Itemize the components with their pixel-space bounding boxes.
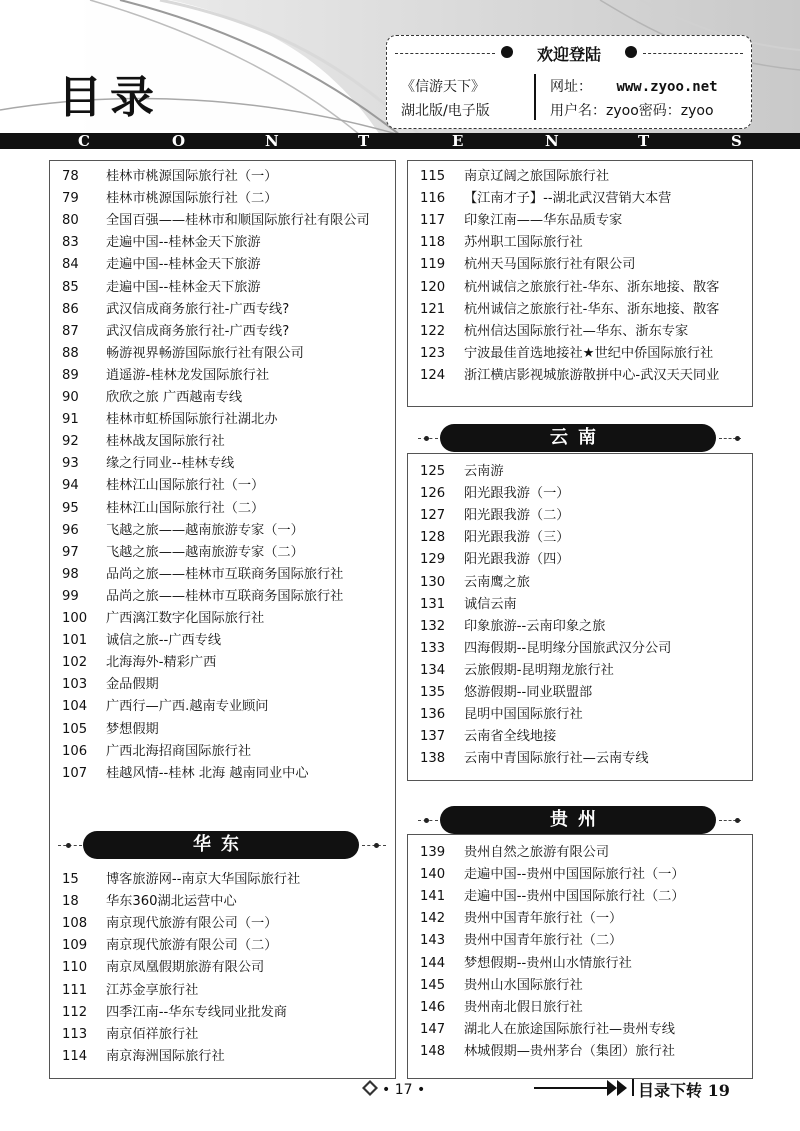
toc-title: 桂林市桃源国际旅行社（二） bbox=[106, 191, 278, 207]
toc-page-number: 108 bbox=[62, 916, 88, 932]
toc-page-number: 124 bbox=[420, 367, 446, 383]
toc-title: 南京现代旅游有限公司（二） bbox=[106, 938, 278, 954]
toc-entry[interactable] bbox=[62, 698, 268, 716]
toc-entry[interactable] bbox=[420, 507, 570, 525]
dot-icon bbox=[735, 436, 740, 441]
toc-page-number: 118 bbox=[420, 235, 446, 251]
section-header-guizhou: 贵州 bbox=[440, 806, 716, 834]
toc-title: 云南中青国际旅行社—云南专线 bbox=[464, 751, 649, 767]
toc-entry[interactable] bbox=[62, 1048, 225, 1066]
toc-entry[interactable] bbox=[62, 367, 269, 385]
toc-title: 桂林江山国际旅行社（一） bbox=[106, 478, 265, 494]
toc-page-number: 119 bbox=[420, 257, 446, 273]
toc-page-number: 107 bbox=[62, 765, 88, 781]
toc-entry[interactable] bbox=[420, 640, 671, 658]
toc-title: 广西漓江数字化国际旅行社 bbox=[106, 611, 265, 626]
toc-title: 阳光跟我游（三） bbox=[464, 530, 570, 546]
toc-page-number: 128 bbox=[420, 530, 446, 546]
toc-title: 苏州职工国际旅行社 bbox=[464, 235, 583, 251]
toc-page-number: 144 bbox=[420, 955, 446, 971]
toc-entry[interactable] bbox=[62, 676, 159, 694]
toc-entry[interactable] bbox=[420, 168, 609, 186]
toc-title: 走遍中国--贵州中国国际旅行社（一） bbox=[464, 867, 685, 883]
toc-page-number: 129 bbox=[420, 552, 446, 568]
toc-page-number: 143 bbox=[420, 933, 446, 949]
toc-page-number: 113 bbox=[62, 1026, 88, 1042]
toc-title: 云南省全线地接 bbox=[464, 729, 557, 745]
toc-entry[interactable] bbox=[420, 551, 570, 569]
toc-page-number: 99 bbox=[62, 588, 79, 604]
toc-entry[interactable] bbox=[62, 743, 251, 761]
toc-entry[interactable] bbox=[420, 574, 530, 592]
dot-icon bbox=[424, 436, 429, 441]
toc-page-number: 88 bbox=[62, 345, 79, 361]
toc-page-number: 146 bbox=[420, 999, 446, 1015]
dashed-rule bbox=[643, 53, 743, 54]
toc-page-number: 134 bbox=[420, 662, 446, 678]
toc-title: 畅游视界畅游国际旅行社有限公司 bbox=[106, 345, 304, 361]
welcome-box bbox=[386, 35, 752, 129]
toc-title: 江苏金享旅行社 bbox=[106, 982, 199, 998]
toc-page-number: 105 bbox=[62, 721, 88, 737]
toc-title: 云南游 bbox=[464, 464, 504, 479]
toc-entry[interactable] bbox=[420, 463, 504, 481]
page-number bbox=[382, 1082, 425, 1098]
page-title: 目录 bbox=[58, 72, 162, 123]
welcome-title-row bbox=[387, 42, 751, 65]
toc-title: 品尚之旅——桂林市互联商务国际旅行社 bbox=[106, 588, 344, 604]
toc-title: 走遍中国--桂林金天下旅游 bbox=[106, 279, 261, 295]
toc-title: 南京现代旅游有限公司（一） bbox=[106, 916, 278, 932]
toc-entry[interactable] bbox=[420, 910, 622, 928]
bullet-icon bbox=[501, 46, 513, 58]
toc-entry[interactable] bbox=[62, 389, 242, 407]
divider bbox=[632, 1079, 634, 1096]
bullet-icon bbox=[625, 46, 637, 58]
toc-title: 欣欣之旅 广西越南专线 bbox=[106, 390, 243, 405]
toc-title: 桂林战友国际旅行社 bbox=[106, 434, 225, 450]
toc-page-number: 101 bbox=[62, 633, 88, 649]
toc-title: 华东360湖北运营中心 bbox=[106, 894, 237, 910]
toc-page-number: 136 bbox=[420, 707, 446, 723]
toc-page-number: 137 bbox=[420, 729, 446, 745]
toc-page-number: 140 bbox=[420, 867, 446, 883]
toc-page-number: 120 bbox=[420, 279, 446, 295]
toc-entry[interactable] bbox=[62, 765, 309, 783]
toc-page-number: 147 bbox=[420, 1021, 446, 1037]
toc-page-number: 78 bbox=[62, 169, 79, 184]
toc-page-number: 138 bbox=[420, 751, 446, 767]
toc-page-number: 148 bbox=[420, 1043, 446, 1059]
toc-page-number: 15 bbox=[62, 872, 79, 887]
section-header-yunnan: 云南 bbox=[440, 424, 716, 452]
toc-title: 贵州自然之旅游有限公司 bbox=[464, 845, 610, 860]
toc-entry[interactable] bbox=[62, 871, 300, 889]
toc-page-number: 139 bbox=[420, 845, 446, 860]
toc-title: 逍遥游-桂林龙发国际旅行社 bbox=[106, 367, 270, 383]
toc-entry[interactable] bbox=[420, 618, 605, 636]
toc-title: 走遍中国--桂林金天下旅游 bbox=[106, 235, 261, 251]
toc-title: 武汉信成商务旅行社-广西专线? bbox=[106, 323, 290, 339]
next-page-link[interactable]: 目录下转 19 bbox=[638, 1081, 730, 1100]
toc-page-number: 121 bbox=[420, 301, 446, 317]
toc-page-number: 85 bbox=[62, 279, 79, 295]
toc-title: 印象江南——华东品质专家 bbox=[464, 213, 623, 229]
toc-entry[interactable] bbox=[62, 654, 216, 672]
toc-entry[interactable] bbox=[420, 888, 685, 906]
toc-title: 贵州山水国际旅行社 bbox=[464, 977, 583, 993]
page-number-text: • 17 • bbox=[382, 1082, 426, 1098]
toc-page-number: 126 bbox=[420, 486, 446, 502]
toc-page-number: 91 bbox=[62, 412, 79, 428]
toc-title: 云旅假期-昆明翔龙旅行社 bbox=[464, 662, 614, 678]
toc-entry[interactable] bbox=[62, 1026, 198, 1044]
toc-entry[interactable] bbox=[420, 234, 583, 252]
toc-page-number: 111 bbox=[62, 982, 88, 998]
toc-page-number: 110 bbox=[62, 960, 88, 976]
toc-entry[interactable] bbox=[62, 212, 370, 230]
toc-page-number: 18 bbox=[62, 894, 79, 910]
arrow-line bbox=[534, 1087, 608, 1089]
toc-title: 浙江横店影视城旅游散拼中心-武汉天天同业 bbox=[464, 367, 720, 383]
toc-title: 杭州诚信之旅旅行社-华东、浙东地接、散客 bbox=[464, 279, 720, 295]
toc-title: 桂越风情--桂林 北海 越南同业中心 bbox=[106, 765, 309, 781]
toc-title: 南京佰祥旅行社 bbox=[106, 1026, 199, 1042]
toc-entry[interactable] bbox=[62, 256, 261, 274]
toc-title: 宁波最佳首选地接社★世纪中侨国际旅行社 bbox=[464, 345, 714, 361]
toc-title: 北海海外-精彩广西 bbox=[106, 655, 217, 671]
toc-entry[interactable] bbox=[62, 610, 264, 628]
toc-title: 广西行—广西.越南专业顾问 bbox=[106, 699, 269, 715]
toc-title: 武汉信成商务旅行社-广西专线? bbox=[106, 301, 290, 317]
toc-title: 四季江南--华东专线同业批发商 bbox=[106, 1004, 287, 1020]
toc-entry[interactable] bbox=[62, 345, 304, 363]
toc-title: 走遍中国--桂林金天下旅游 bbox=[106, 257, 261, 273]
toc-title: 桂林市桃源国际旅行社（一） bbox=[106, 169, 278, 184]
toc-title: 阳光跟我游（四） bbox=[464, 552, 570, 568]
toc-page-number: 104 bbox=[62, 699, 88, 715]
toc-page-number: 102 bbox=[62, 655, 88, 671]
toc-entry[interactable] bbox=[62, 632, 221, 650]
toc-title: 昆明中国国际旅行社 bbox=[464, 707, 583, 723]
toc-page-number: 95 bbox=[62, 500, 79, 516]
toc-entry[interactable] bbox=[62, 279, 261, 297]
toc-title: 博客旅游网--南京大华国际旅行社 bbox=[106, 872, 301, 887]
toc-entry[interactable] bbox=[62, 893, 237, 911]
toc-entry[interactable] bbox=[420, 301, 719, 319]
toc-entry[interactable] bbox=[62, 982, 198, 1000]
toc-entry[interactable] bbox=[62, 959, 264, 977]
welcome-title: 欢迎登陆 bbox=[536, 45, 601, 64]
toc-page-number: 133 bbox=[420, 640, 446, 656]
toc-title: 广西北海招商国际旅行社 bbox=[106, 743, 252, 759]
toc-page-number: 89 bbox=[62, 367, 79, 383]
toc-title: 全国百强——桂林市和顺国际旅行社有限公司 bbox=[106, 213, 370, 229]
page-emblem-icon bbox=[362, 1080, 378, 1096]
toc-entry[interactable] bbox=[420, 1021, 675, 1039]
toc-title: 贵州中国青年旅行社（一） bbox=[464, 911, 623, 927]
toc-page-number: 103 bbox=[62, 677, 88, 693]
toc-entry[interactable] bbox=[420, 596, 517, 614]
toc-title: 桂林市虹桥国际旅行社湖北办 bbox=[106, 412, 278, 428]
toc-page-number: 117 bbox=[420, 213, 446, 229]
toc-page-number: 83 bbox=[62, 235, 79, 251]
toc-entry[interactable] bbox=[420, 345, 713, 363]
magazine-name: 《信游天下》 bbox=[401, 79, 485, 95]
toc-page-number: 125 bbox=[420, 464, 446, 479]
toc-page-number: 97 bbox=[62, 544, 79, 560]
toc-entry[interactable] bbox=[420, 750, 649, 768]
toc-page-number: 115 bbox=[420, 169, 446, 184]
toc-entry[interactable] bbox=[420, 212, 622, 230]
arrow-right-icon bbox=[617, 1080, 627, 1096]
toc-page-number: 116 bbox=[420, 191, 446, 207]
toc-entry[interactable] bbox=[420, 844, 609, 862]
toc-title: 南京海洲国际旅行社 bbox=[106, 1048, 225, 1064]
toc-page-number: 90 bbox=[62, 390, 79, 405]
toc-entry[interactable] bbox=[420, 279, 719, 297]
toc-title: 印象旅游--云南印象之旅 bbox=[464, 618, 606, 634]
toc-title: 南京辽阔之旅国际旅行社 bbox=[464, 169, 610, 184]
toc-page-number: 122 bbox=[420, 323, 446, 339]
site-row bbox=[550, 76, 718, 96]
toc-title: 品尚之旅——桂林市互联商务国际旅行社 bbox=[106, 566, 344, 582]
toc-page-number: 145 bbox=[420, 977, 446, 993]
toc-entry[interactable] bbox=[62, 522, 304, 540]
toc-title: 飞越之旅——越南旅游专家（二） bbox=[106, 544, 304, 560]
toc-page-number: 84 bbox=[62, 257, 79, 273]
toc-entry[interactable] bbox=[420, 662, 614, 680]
contents-letter: N bbox=[545, 132, 559, 150]
toc-entry[interactable] bbox=[420, 932, 622, 950]
site-label: 网址： bbox=[550, 79, 592, 95]
toc-entry[interactable] bbox=[62, 433, 225, 451]
toc-page-number: 80 bbox=[62, 213, 79, 229]
divider bbox=[534, 74, 536, 120]
toc-page-number: 94 bbox=[62, 478, 79, 494]
toc-page-number: 109 bbox=[62, 938, 88, 954]
site-url[interactable]: www.zyoo.net bbox=[616, 79, 718, 95]
toc-page-number: 127 bbox=[420, 508, 446, 524]
toc-title: 悠游假期--同业联盟部 bbox=[464, 685, 593, 700]
contents-letter: T bbox=[358, 132, 370, 150]
contents-letter: C bbox=[78, 132, 90, 150]
dot-icon bbox=[424, 818, 429, 823]
toc-title: 诚信云南 bbox=[464, 596, 517, 612]
toc-entry[interactable] bbox=[420, 728, 556, 746]
dot-icon bbox=[66, 843, 71, 848]
toc-title: 杭州天马国际旅行社有限公司 bbox=[464, 257, 636, 273]
toc-title: 湖北人在旅途国际旅行社—贵州专线 bbox=[464, 1021, 675, 1037]
toc-page-number: 100 bbox=[62, 611, 88, 626]
toc-page-number: 96 bbox=[62, 522, 79, 538]
toc-entry[interactable] bbox=[420, 256, 635, 274]
toc-title: 四海假期--昆明缘分国旅武汉分公司 bbox=[464, 640, 672, 656]
toc-entry[interactable] bbox=[62, 937, 277, 955]
toc-page-number: 132 bbox=[420, 618, 446, 634]
toc-entry[interactable] bbox=[420, 977, 583, 995]
toc-entry[interactable] bbox=[62, 455, 234, 473]
toc-title: 【江南才子】--湖北武汉营销大本营 bbox=[464, 191, 672, 207]
toc-entry[interactable] bbox=[62, 323, 289, 341]
toc-page-number: 135 bbox=[420, 685, 446, 700]
toc-page-number: 142 bbox=[420, 911, 446, 927]
toc-page-number: 123 bbox=[420, 345, 446, 361]
dot-icon bbox=[735, 818, 740, 823]
toc-title: 贵州南北假日旅行社 bbox=[464, 999, 583, 1015]
arrow-right-icon bbox=[607, 1080, 617, 1096]
toc-entry[interactable] bbox=[62, 190, 277, 208]
toc-page-number: 98 bbox=[62, 566, 79, 582]
toc-title: 飞越之旅——越南旅游专家（一） bbox=[106, 522, 304, 538]
toc-entry[interactable] bbox=[420, 529, 570, 547]
toc-title: 桂林江山国际旅行社（二） bbox=[106, 500, 265, 516]
toc-entry[interactable] bbox=[420, 323, 688, 341]
toc-page-number: 87 bbox=[62, 323, 79, 339]
toc-entry[interactable] bbox=[420, 999, 583, 1017]
contents-letter: T bbox=[638, 132, 650, 150]
contents-letter: N bbox=[265, 132, 279, 150]
toc-entry[interactable] bbox=[62, 721, 159, 739]
toc-title: 梦想假期 bbox=[106, 721, 159, 737]
toc-title: 阳光跟我游（一） bbox=[464, 486, 570, 502]
toc-entry[interactable] bbox=[62, 1004, 287, 1022]
toc-entry[interactable] bbox=[420, 684, 592, 702]
toc-title: 南京凤凰假期旅游有限公司 bbox=[106, 960, 265, 976]
toc-entry[interactable] bbox=[62, 477, 264, 495]
toc-title: 云南鹰之旅 bbox=[464, 574, 530, 590]
toc-title: 金品假期 bbox=[106, 677, 159, 693]
toc-entry[interactable] bbox=[62, 168, 277, 186]
dot-icon bbox=[374, 843, 379, 848]
toc-entry[interactable] bbox=[420, 367, 719, 385]
toc-entry[interactable] bbox=[62, 544, 304, 562]
edition-label: 湖北版/电子版 bbox=[401, 103, 490, 119]
section-header-east: 华东 bbox=[83, 831, 359, 859]
toc-title: 诚信之旅--广西专线 bbox=[106, 633, 222, 649]
toc-entry[interactable] bbox=[62, 301, 289, 319]
toc-title: 林城假期—贵州茅台（集团）旅行社 bbox=[464, 1043, 675, 1059]
toc-entry[interactable] bbox=[420, 706, 583, 724]
toc-page-number: 106 bbox=[62, 743, 88, 759]
toc-entry[interactable] bbox=[420, 190, 671, 208]
toc-title: 杭州信达国际旅行社—华东、浙东专家 bbox=[464, 323, 689, 339]
toc-page-number: 79 bbox=[62, 191, 79, 207]
toc-title: 缘之行同业--桂林专线 bbox=[106, 456, 235, 472]
toc-entry[interactable] bbox=[420, 955, 632, 973]
toc-entry[interactable] bbox=[62, 566, 343, 584]
toc-page-number: 131 bbox=[420, 596, 446, 612]
toc-title: 走遍中国--贵州中国国际旅行社（二） bbox=[464, 889, 685, 905]
contents-letter: S bbox=[731, 132, 742, 150]
login-info: 用户名：zyoo密码：zyoo bbox=[550, 103, 714, 119]
toc-entry[interactable] bbox=[420, 866, 685, 884]
toc-page-number: 141 bbox=[420, 889, 446, 905]
contents-letter: O bbox=[172, 132, 186, 150]
toc-page-number: 114 bbox=[62, 1048, 88, 1064]
dashed-rule bbox=[395, 53, 495, 54]
toc-page-number: 130 bbox=[420, 574, 446, 590]
toc-page-number: 86 bbox=[62, 301, 79, 317]
contents-letter: E bbox=[452, 132, 464, 150]
contents-bar bbox=[0, 133, 800, 149]
toc-entry[interactable] bbox=[62, 411, 277, 429]
toc-page-number: 93 bbox=[62, 456, 79, 472]
toc-entry[interactable] bbox=[420, 1043, 675, 1061]
toc-title: 梦想假期--贵州山水情旅行社 bbox=[464, 955, 632, 971]
toc-title: 贵州中国青年旅行社（二） bbox=[464, 933, 623, 949]
toc-entry[interactable] bbox=[62, 588, 343, 606]
toc-entry[interactable] bbox=[62, 915, 277, 933]
toc-page-number: 112 bbox=[62, 1004, 88, 1020]
toc-title: 阳光跟我游（二） bbox=[464, 508, 570, 524]
toc-title: 杭州诚信之旅旅行社-华东、浙东地接、散客 bbox=[464, 301, 720, 317]
toc-entry[interactable] bbox=[420, 485, 570, 503]
toc-page-number: 92 bbox=[62, 434, 79, 450]
toc-entry[interactable] bbox=[62, 500, 264, 518]
toc-entry[interactable] bbox=[62, 234, 261, 252]
